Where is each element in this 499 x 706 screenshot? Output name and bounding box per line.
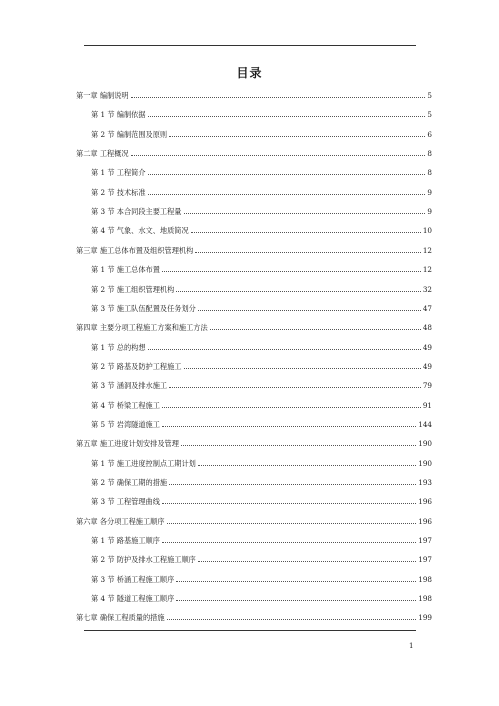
toc-entry-label: 第 5 节 岩湾隧道施工 [91,419,160,429]
toc-entry-label: 第 1 节 总的构想 [91,342,146,352]
toc-entry-label: 第一章 编制说明 [76,91,129,100]
toc-entry-label: 第 3 节 本合同段主要工程量 [91,207,182,217]
toc-entry-label: 第六章 各分项工程施工顺序 [76,516,165,526]
toc-entry-page: 199 [418,613,432,623]
toc-chapter-entry[interactable] [76,241,432,255]
dot-leader [176,581,416,582]
dot-leader [176,600,416,601]
toc-entry-label: 第 1 节 工程简介 [91,168,146,178]
dot-leader [198,310,421,311]
toc-section-entry[interactable] [91,357,432,371]
toc-section-entry[interactable] [91,589,432,603]
toc-entry-label: 第 3 节 施工队伍配置及任务划分 [91,303,196,313]
toc-entry-label: 第四章 主要分项工程施工方案和施工方法 [76,323,208,333]
toc-entry-page: 144 [418,419,432,429]
toc-entry-label: 第 4 节 气象、水文、地质简况 [91,226,189,236]
toc-entry-page: 10 [422,226,432,236]
toc-entry-page: 48 [422,323,432,333]
header-rule [84,45,416,46]
toc-entry-page: 196 [418,516,432,526]
toc-entry-page: 12 [422,265,432,275]
toc-entry-page: 5 [427,91,432,100]
dot-leader [167,523,417,524]
dot-leader [198,561,416,562]
toc-section-entry[interactable] [91,376,432,390]
toc-entry-page: 6 [427,129,432,139]
toc-entry-page: 197 [418,536,432,546]
toc-entry-page: 12 [422,245,432,255]
toc-entry-page: 9 [427,207,432,217]
toc-chapter-entry[interactable] [76,318,432,332]
footer-rule [84,630,416,631]
toc-chapter-entry[interactable] [76,512,432,526]
dot-leader [148,349,421,350]
dot-leader [162,271,421,272]
toc-entry-label: 第 2 节 编制范围及原则 [91,129,168,139]
toc-section-entry[interactable] [91,202,432,216]
dot-leader [184,368,421,369]
dot-leader [162,542,416,543]
dot-leader [210,329,421,330]
toc-entry-label: 第 1 节 施工进度控制点工期计划 [91,458,196,468]
dot-leader [198,465,416,466]
toc-chapter-entry[interactable] [76,608,432,622]
toc-entry-label: 第 2 节 施工组织管理机构 [91,284,175,294]
dot-leader [148,194,426,195]
toc-entry-page: 8 [427,149,432,159]
toc-entry-page: 9 [427,187,432,197]
toc-section-entry[interactable] [91,396,432,410]
toc-entry-page: 32 [422,284,432,294]
dot-leader [162,503,416,504]
dot-leader [162,426,416,427]
toc-entry-page: 198 [418,594,432,604]
toc-section-entry[interactable] [91,415,432,429]
toc-entry-page: 47 [422,303,432,313]
toc-entry-page: 193 [418,478,432,487]
toc-entry-label: 第 3 节 桥涵工程施工顺序 [91,574,175,584]
toc-section-entry[interactable] [91,531,432,545]
dot-leader [169,387,421,388]
toc-section-entry[interactable] [91,338,432,352]
toc-section-entry[interactable] [91,280,432,294]
toc-entry-label: 第 2 节 防护及排水工程施工顺序 [91,555,196,565]
toc-entry-page: 49 [422,342,432,352]
toc-entry-label: 第七章 确保工程质量的措施 [76,613,165,623]
dot-leader [131,97,426,98]
toc-entry-page: 197 [418,555,432,565]
toc-section-entry[interactable] [91,221,432,235]
toc-entry-label: 第五章 施工进度计划安排及管理 [76,439,179,449]
toc-entry-label: 第 2 节 确保工期的措施 [91,478,168,487]
toc-entry-label: 第 1 节 施工总体布置 [91,265,160,275]
page-number: 1 [409,642,414,650]
toc-entry-label: 第 2 节 路基及防护工程施工 [91,361,182,371]
dot-leader [191,232,421,233]
toc-entry-label: 第 4 节 隧道工程施工顺序 [91,594,175,604]
dot-leader [148,116,426,117]
dot-leader [176,291,421,292]
toc-section-entry[interactable] [91,260,432,274]
dot-leader [184,213,426,214]
toc-entry-page: 196 [418,497,432,507]
toc-entry-page: 91 [422,400,432,410]
toc-entry-label: 第 1 节 编制依据 [91,110,146,120]
toc-section-entry[interactable] [91,163,432,177]
toc-entry-page: 79 [422,381,432,391]
dot-leader [131,155,426,156]
toc-section-entry[interactable] [91,492,432,506]
toc-entry-label: 第 3 节 涵洞及排水施工 [91,381,168,391]
dot-leader [167,619,417,620]
toc-entry-page: 8 [427,168,432,178]
toc-section-entry[interactable] [91,550,432,564]
toc-entry-label: 第 4 节 桥梁工程施工 [91,400,160,410]
toc-section-entry[interactable] [91,473,432,487]
toc-entry-label: 第 3 节 工程管理曲线 [91,497,160,507]
toc-section-entry[interactable] [91,570,432,584]
toc-entry-label: 第二章 工程概况 [76,149,129,159]
toc-entry-label: 第三章 施工总体布置及组织管理机构 [76,245,194,255]
toc-entry-label: 第 1 节 路基施工顺序 [91,536,160,546]
toc-section-entry[interactable] [91,125,432,139]
toc-section-entry[interactable] [91,454,432,468]
dot-leader [181,445,416,446]
dot-leader [162,407,421,408]
toc-chapter-entry[interactable] [76,434,432,448]
toc-entry-page: 49 [422,361,432,371]
toc-chapter-entry[interactable] [76,144,432,158]
toc-entry-page: 198 [418,574,432,584]
toc-section-entry[interactable] [91,105,432,119]
dot-leader [169,484,416,485]
toc-entry-label: 第 2 节 技术标准 [91,187,146,197]
toc-chapter-entry[interactable] [76,86,432,100]
dot-leader [148,174,426,175]
toc-title: 目录 [236,66,263,80]
toc-entry-page: 190 [418,439,432,449]
toc-entry-page: 5 [427,110,432,120]
dot-leader [169,136,425,137]
toc-section-entry[interactable] [91,183,432,197]
dot-leader [195,252,421,253]
toc-section-entry[interactable] [91,299,432,313]
toc-entry-page: 190 [418,458,432,468]
